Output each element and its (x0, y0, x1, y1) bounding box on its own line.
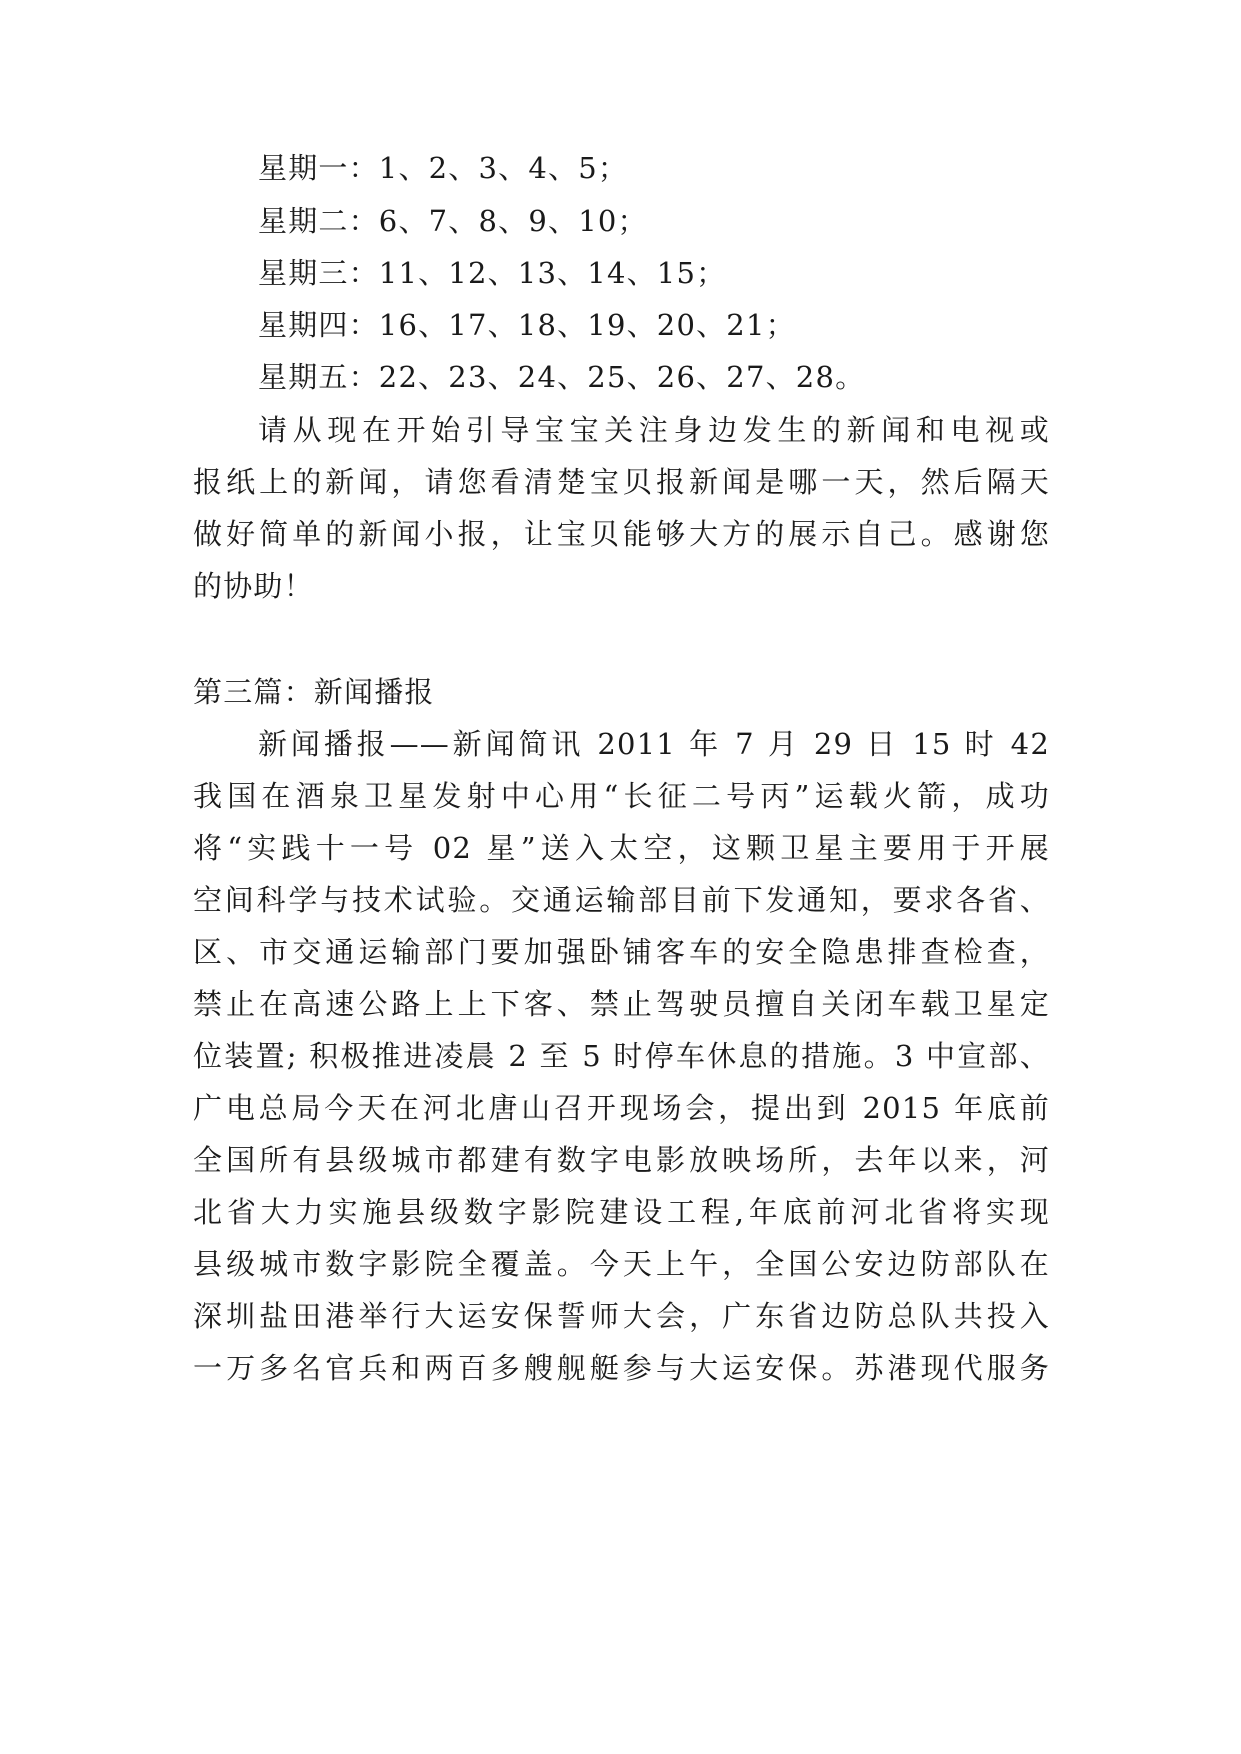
article-line: 空间科学与技术试验。交通运输部目前下发通知，要求各省、 (193, 883, 1050, 917)
article-line: 将“实践十一号 02 星”送入太空，这颗卫星主要用于开展 (193, 831, 1050, 865)
schedule-line-monday: 星期一：1、2、3、4、5； (258, 151, 629, 185)
notice-line: 报纸上的新闻，请您看清楚宝贝报新闻是哪一天，然后隔天 (193, 465, 1050, 499)
article-line: 禁止在高速公路上上下客、禁止驾驶员擅自关闭车载卫星定 (193, 987, 1050, 1021)
notice-line: 的协助！ (193, 569, 314, 603)
section-heading: 第三篇：新闻播报 (193, 675, 435, 709)
notice-line: 请从现在开始引导宝宝关注身边发生的新闻和电视或 (258, 413, 1050, 447)
article-line: 位装置; 积极推进凌晨 2 至 5 时停车休息的措施。3 中宣部、 (193, 1039, 1050, 1073)
schedule-line-friday: 星期五：22、23、24、25、26、27、28。 (258, 360, 866, 394)
article-line: 县级城市数字影院全覆盖。今天上午，全国公安边防部队在 (193, 1247, 1050, 1281)
article-line: 新闻播报——新闻简讯 2011 年 7 月 29 日 15 时 42 (258, 727, 1050, 761)
article-line: 全国所有县级城市都建有数字电影放映场所，去年以来，河 (193, 1143, 1050, 1177)
schedule-line-thursday: 星期四：16、17、18、19、20、21； (258, 308, 796, 342)
schedule-line-tuesday: 星期二：6、7、8、9、10； (258, 204, 648, 238)
article-line: 深圳盐田港举行大运安保誓师大会，广东省边防总队共投入 (193, 1299, 1050, 1333)
article-line: 北省大力实施县级数字影院建设工程,年底前河北省将实现 (193, 1195, 1050, 1229)
article-line: 我国在酒泉卫星发射中心用“长征二号丙”运载火箭，成功 (193, 779, 1050, 813)
notice-line: 做好简单的新闻小报，让宝贝能够大方的展示自己。感谢您 (193, 517, 1050, 551)
article-line: 区、市交通运输部门要加强卧铺客车的安全隐患排查检查， (193, 935, 1050, 969)
schedule-line-wednesday: 星期三：11、12、13、14、15； (258, 256, 727, 290)
article-line: 一万多名官兵和两百多艘舰艇参与大运安保。苏港现代服务 (193, 1351, 1050, 1385)
article-line: 广电总局今天在河北唐山召开现场会，提出到 2015 年底前 (193, 1091, 1050, 1125)
